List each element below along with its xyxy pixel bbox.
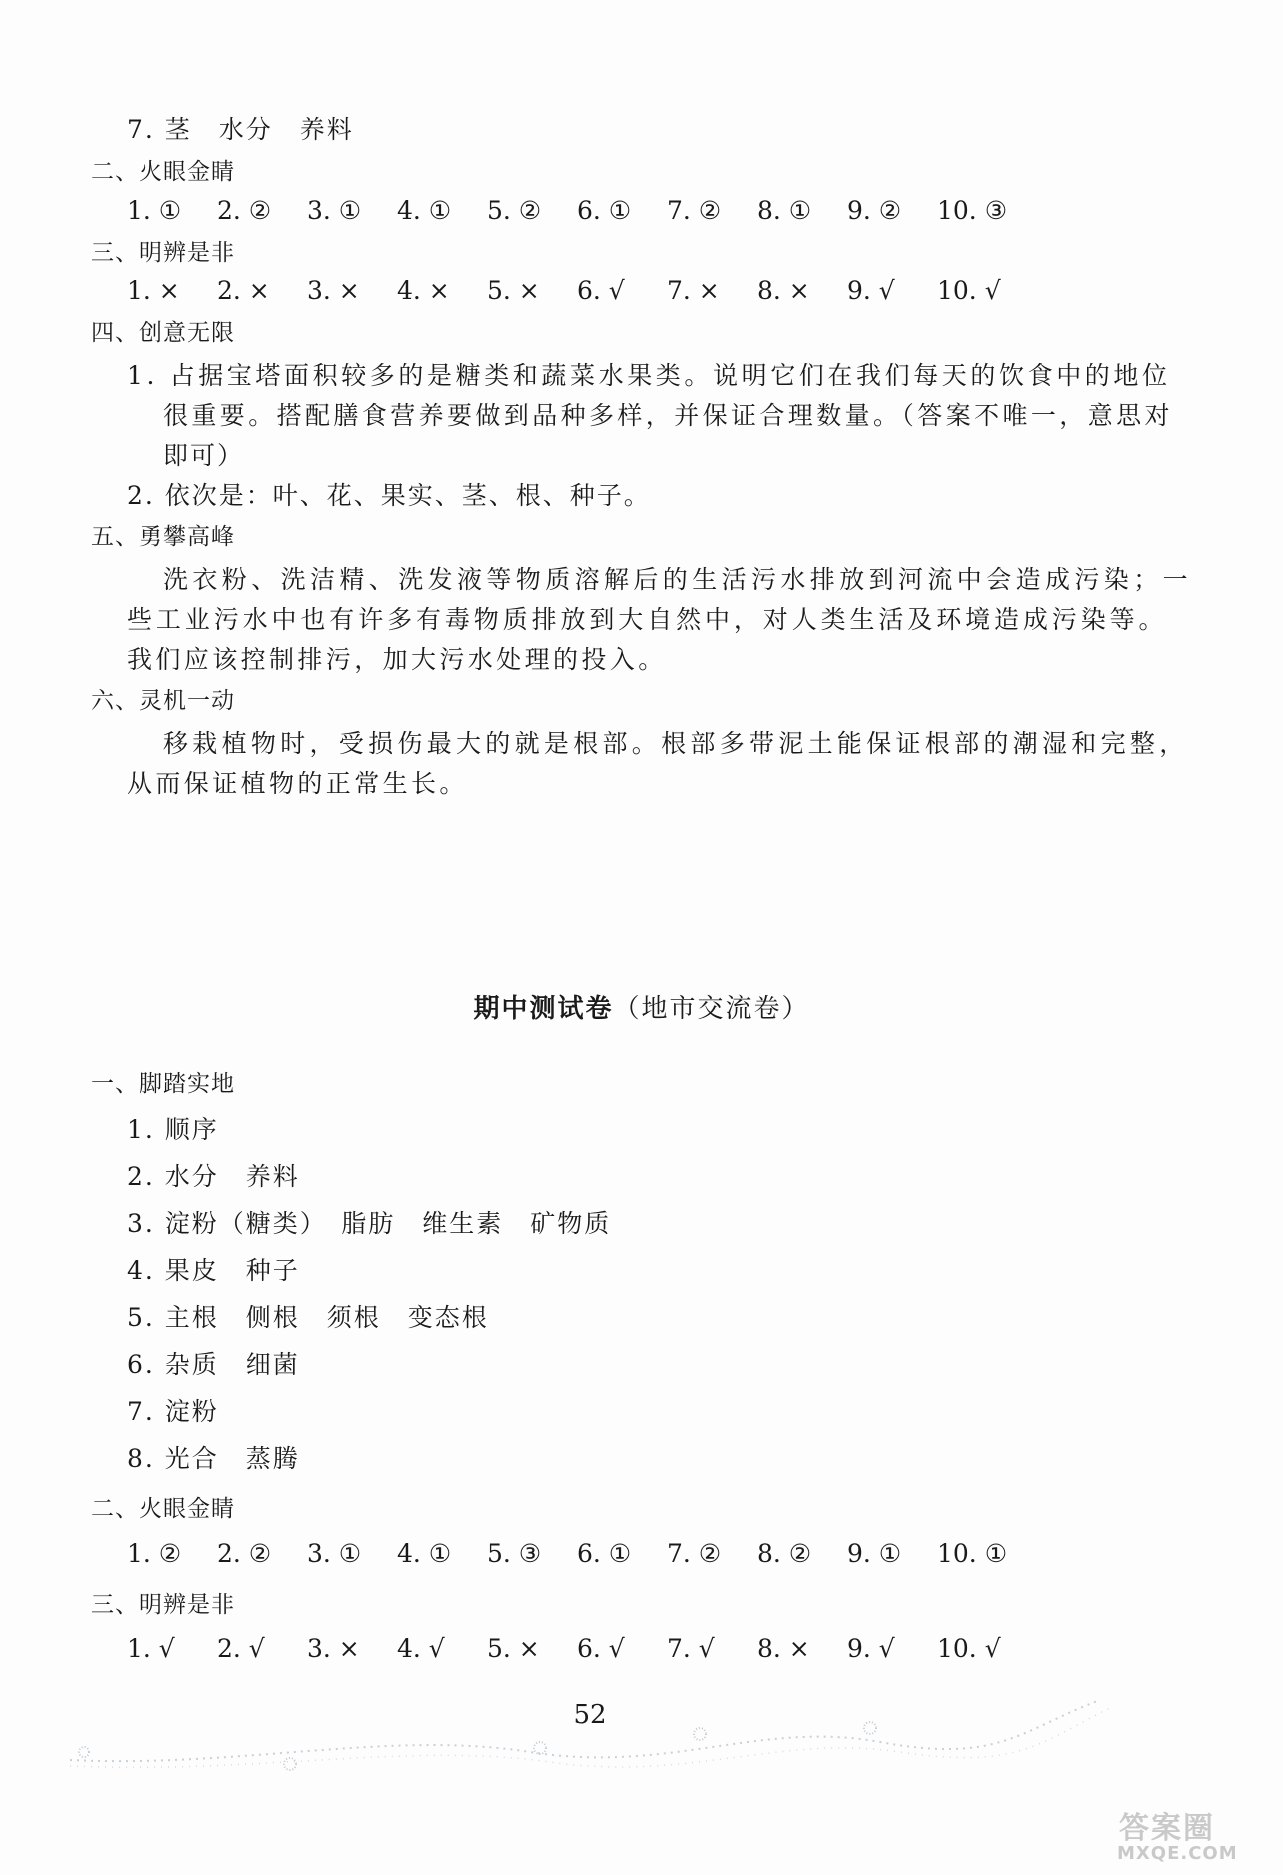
answer-item: 10. ③	[937, 196, 1008, 225]
answer-item: 8. ×	[757, 1634, 810, 1663]
midterm-heading-truefalse: 三、明辨是非	[91, 1592, 235, 1618]
answer-item: 2. ×	[217, 276, 270, 305]
answer-item: 5. ③	[487, 1539, 542, 1568]
answer-item: 7. √	[667, 1634, 715, 1663]
answer-item: 9. √	[847, 1634, 895, 1663]
answer-item: 10. √	[937, 276, 1001, 305]
answer-item: 1. ×	[127, 276, 180, 305]
choice-answer-row	[127, 196, 1007, 225]
answer-item: 6. ①	[577, 1539, 632, 1568]
answer-item: 4. ×	[397, 276, 450, 305]
clever-paragraph-line2: 从而保证植物的正常生长。	[127, 769, 468, 798]
fill-answer-6: 6. 杂质 细菌	[127, 1350, 300, 1379]
creative-answer-1-line1: 1. 占据宝塔面积较多的是糖类和蔬菜水果类。说明它们在我们每天的饮食中的地位	[127, 361, 1171, 390]
midterm-heading-choice: 二、火眼金睛	[91, 1496, 235, 1522]
fill-answer-5: 5. 主根 侧根 须根 变态根	[127, 1303, 489, 1332]
answer-item: 3. ①	[307, 196, 362, 225]
clever-paragraph-line1: 移栽植物时，受损伤最大的就是根部。根部多带泥土能保证根部的潮湿和完整，	[163, 729, 1189, 758]
answer-item: 10. ①	[937, 1539, 1008, 1568]
section-heading-clever: 六、灵机一动	[91, 688, 235, 714]
section-heading-truefalse: 三、明辨是非	[91, 240, 235, 266]
answer-item: 4. √	[397, 1634, 445, 1663]
section-heading-fill: 一、脚踏实地	[91, 1071, 235, 1097]
answer-item: 2. ②	[217, 1539, 272, 1568]
climb-paragraph-line1: 洗衣粉、洗洁精、洗发液等物质溶解后的生活污水排放到河流中会造成污染；一	[163, 565, 1193, 594]
prev-answer-7: 7. 茎 水分 养料	[127, 115, 354, 144]
answer-item: 8. ×	[757, 276, 810, 305]
answer-item: 3. ×	[307, 276, 360, 305]
answer-item: 3. ×	[307, 1634, 360, 1663]
watermark-logo	[1105, 1799, 1265, 1869]
midterm-title	[0, 988, 1283, 1025]
fill-answer-1: 1. 顺序	[127, 1115, 219, 1144]
page-number: 52	[573, 1700, 607, 1730]
answer-item: 1. ②	[127, 1539, 182, 1568]
answer-item: 4. ①	[397, 1539, 452, 1568]
section-heading-choice: 二、火眼金睛	[91, 159, 235, 185]
answer-item: 7. ②	[667, 196, 722, 225]
answer-item: 10. √	[937, 1634, 1001, 1663]
fill-answer-2: 2. 水分 养料	[127, 1162, 300, 1191]
answer-item: 4. ①	[397, 196, 452, 225]
answer-item: 8. ①	[757, 196, 812, 225]
answer-item: 6. √	[577, 276, 625, 305]
answer-item: 7. ②	[667, 1539, 722, 1568]
answer-item: 8. ②	[757, 1539, 812, 1568]
answer-item: 3. ①	[307, 1539, 362, 1568]
answer-item: 1. ①	[127, 196, 182, 225]
answer-item: 6. √	[577, 1634, 625, 1663]
answer-item: 5. ×	[487, 276, 540, 305]
truefalse-answer-row	[127, 276, 1001, 305]
answer-item: 9. √	[847, 276, 895, 305]
watermark-url: MXQE.COM	[1117, 1843, 1238, 1864]
fill-answer-3: 3. 淀粉（糖类） 脂肪 维生素 矿物质	[127, 1209, 612, 1238]
answer-item: 5. ②	[487, 196, 542, 225]
answer-item: 9. ②	[847, 196, 902, 225]
midterm-title-sub: （地市交流卷）	[613, 994, 810, 1024]
creative-answer-1-line2: 很重要。搭配膳食营养要做到品种多样，并保证合理数量。（答案不唯一，意思对	[163, 401, 1173, 430]
answer-item: 1. √	[127, 1634, 175, 1663]
midterm-truefalse-answer-row	[127, 1634, 1001, 1663]
answer-item: 5. ×	[487, 1634, 540, 1663]
midterm-choice-answer-row	[127, 1539, 1007, 1568]
answer-item: 7. ×	[667, 276, 720, 305]
climb-paragraph-line2: 些工业污水中也有许多有毒物质排放到大自然中，对人类生活及环境造成污染等。	[127, 605, 1168, 634]
fill-answer-8: 8. 光合 蒸腾	[127, 1444, 300, 1473]
fill-answer-7: 7. 淀粉	[127, 1397, 219, 1426]
watermark-text: 答案圈	[1119, 1811, 1215, 1846]
climb-paragraph-line3: 我们应该控制排污，加大污水处理的投入。	[127, 645, 667, 674]
section-heading-creative: 四、创意无限	[91, 320, 235, 346]
answer-item: 2. √	[217, 1634, 265, 1663]
fill-answer-4: 4. 果皮 种子	[127, 1256, 300, 1285]
answer-item: 9. ①	[847, 1539, 902, 1568]
answer-item: 6. ①	[577, 196, 632, 225]
creative-answer-2: 2. 依次是：叶、花、果实、茎、根、种子。	[127, 481, 651, 510]
creative-answer-1-line3: 即可）	[163, 441, 245, 470]
answer-item: 2. ②	[217, 196, 272, 225]
midterm-title-main: 期中测试卷	[473, 994, 614, 1024]
section-heading-climb: 五、勇攀高峰	[91, 524, 235, 550]
